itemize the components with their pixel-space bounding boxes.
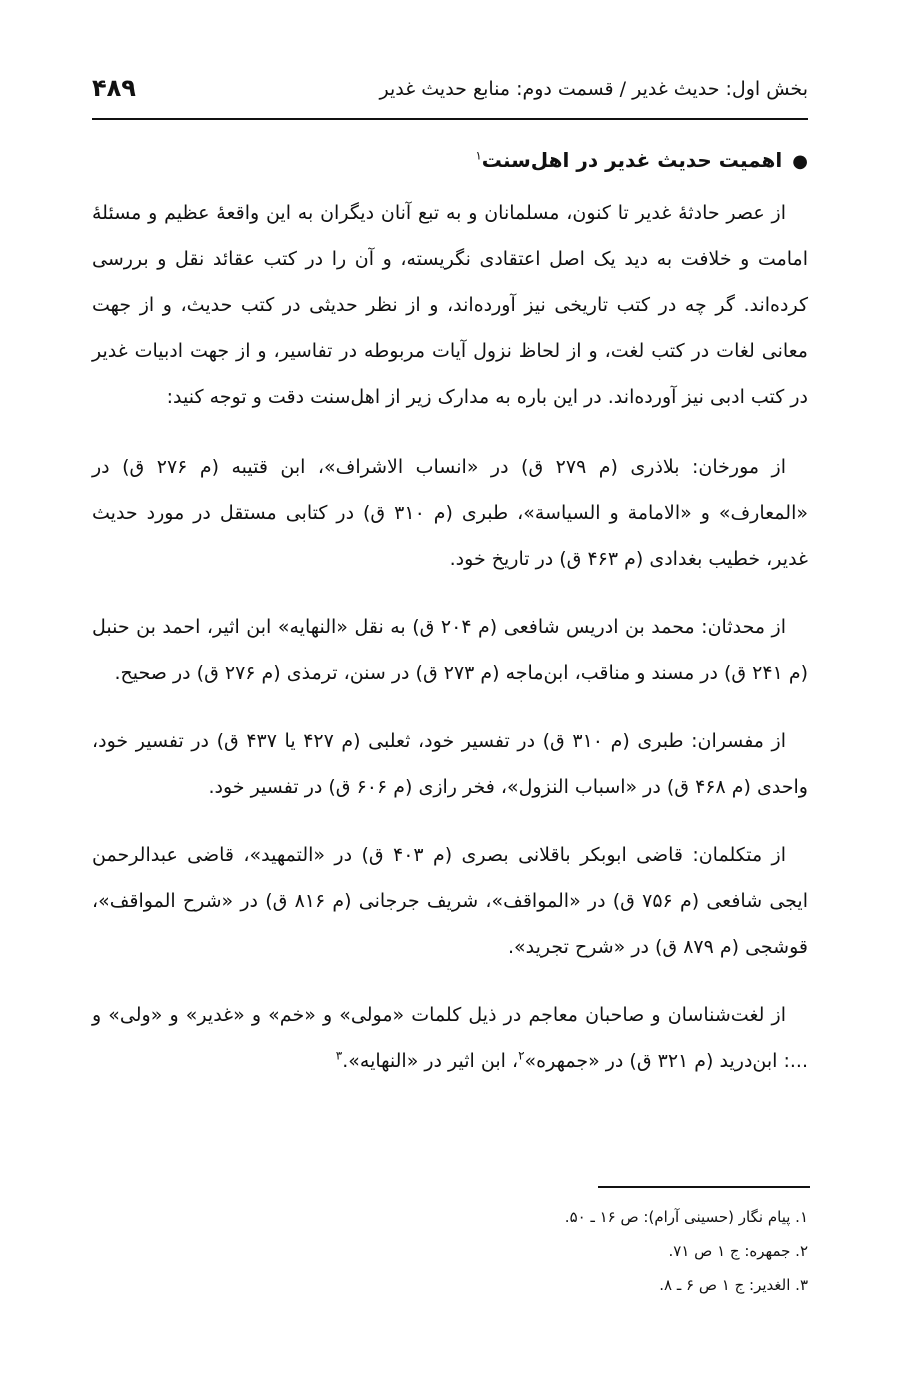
page-number: ۴۸۹ <box>92 74 136 102</box>
running-title: بخش اول: حدیث غدیر / قسمت دوم: منابع حدیث غدیر <box>379 78 808 100</box>
footnote-rule <box>598 1186 810 1188</box>
running-header <box>92 74 808 110</box>
footnote-ref-2: ۲ <box>518 1048 525 1063</box>
section-heading-text: اهمیت حدیث غدیر در اهل‌سنت <box>481 148 783 172</box>
lexicographers-text-2: ، ابن اثیر در «النهایه». <box>342 1050 519 1072</box>
paragraph-historians: از مورخان: بلاذری (م ۲۷۹ ق) در «انساب الاشراف»، ابن قتیبه (م ۲۷۶ ق) در «المعارف» و «الامامة و السیاسة»، طبری (م ۳۱۰ ق) در کتابی مستقل در مورد حدیث غدیر، خطیب بغدادی (م ۴۶۳ ق) در تاریخ خود. <box>92 456 808 570</box>
footnote-ref-3: ۳ <box>335 1048 343 1063</box>
paragraph-exegetes: از مفسران: طبری (م ۳۱۰ ق) در تفسیر خود، ثعلبی (م ۴۲۷ یا ۴۳۷ ق) در تفسیر خود، واحدی (م ۴۶۸ ق) در «اسباب النزول»، فخر رازی (م ۶۰۶ ق) در تفسیر خود. <box>92 730 808 798</box>
footnote-3: ۳. الغدیر: ج ۱ ص ۶ ـ ۸. <box>659 1276 808 1294</box>
footnote-1: ۱. پیام نگار (حسینی آرام): ص ۱۶ ـ ۵۰. <box>564 1208 808 1226</box>
paragraph-hadith-scholars: از محدثان: محمد بن ادریس شافعی (م ۲۰۴ ق) به نقل «النهایه» ابن اثیر، احمد بن حنبل (م ۲۴۱ ق) در مسند و مناقب، ابن‌ماجه (م ۲۷۳ ق) در سنن، ترمذی (م ۲۷۶ ق) در صحیح. <box>92 616 808 684</box>
header-rule <box>92 118 808 120</box>
paragraph-lexicographers <box>92 992 808 1084</box>
footnote-2: ۲. جمهره: ج ۱ ص ۷۱. <box>668 1242 808 1260</box>
lexicographers-text-1: از لغت‌شناسان و صاحبان معاجم در ذیل کلمات «مولی» و «خم» و «غدیر» و «ولی» و ...: ابن‌درید (م ۳۲۱ ق) در «جمهره» <box>92 1004 808 1072</box>
bullet-icon: ● <box>792 151 808 172</box>
footnotes <box>92 1200 808 1302</box>
paragraph-theologians: از متکلمان: قاضی ابوبکر باقلانی بصری (م ۴۰۳ ق) در «التمهید»، قاضی عبدالرحمن ایجی شافعی (م ۷۵۶ ق) در «المواقف»، شریف جرجانی (م ۸۱۶ ق) در «شرح المواقف»، قوشجی (م ۸۷۹ ق) در «شرح تجرید». <box>92 844 808 958</box>
footnote-ref-1: ۱ <box>475 148 482 163</box>
main-text <box>92 138 808 1106</box>
paragraph-intro: از عصر حادثهٔ غدیر تا کنون، مسلمانان و به تبع آنان دیگران به این واقعهٔ عظیم و مسئلهٔ امامت و خلافت به دید یک اصل اعتقادی نگریسته، و آن را در کتب عقائد نقل و بررسی کرده‌اند. گر چه در کتب تاریخی نیز آورده‌اند، و از نظر حدیثی در کتب حدیث، و از جهت معانی لغات در کتب لغت، و از لحاظ نزول آیات مربوطه در تفاسیر، و از جهت ادبیات غدیر در کتب ادبی نیز آورده‌اند. در این باره به مدارک زیر از اهل‌سنت دقت و توجه کنید: <box>92 202 808 408</box>
section-heading <box>92 138 808 184</box>
